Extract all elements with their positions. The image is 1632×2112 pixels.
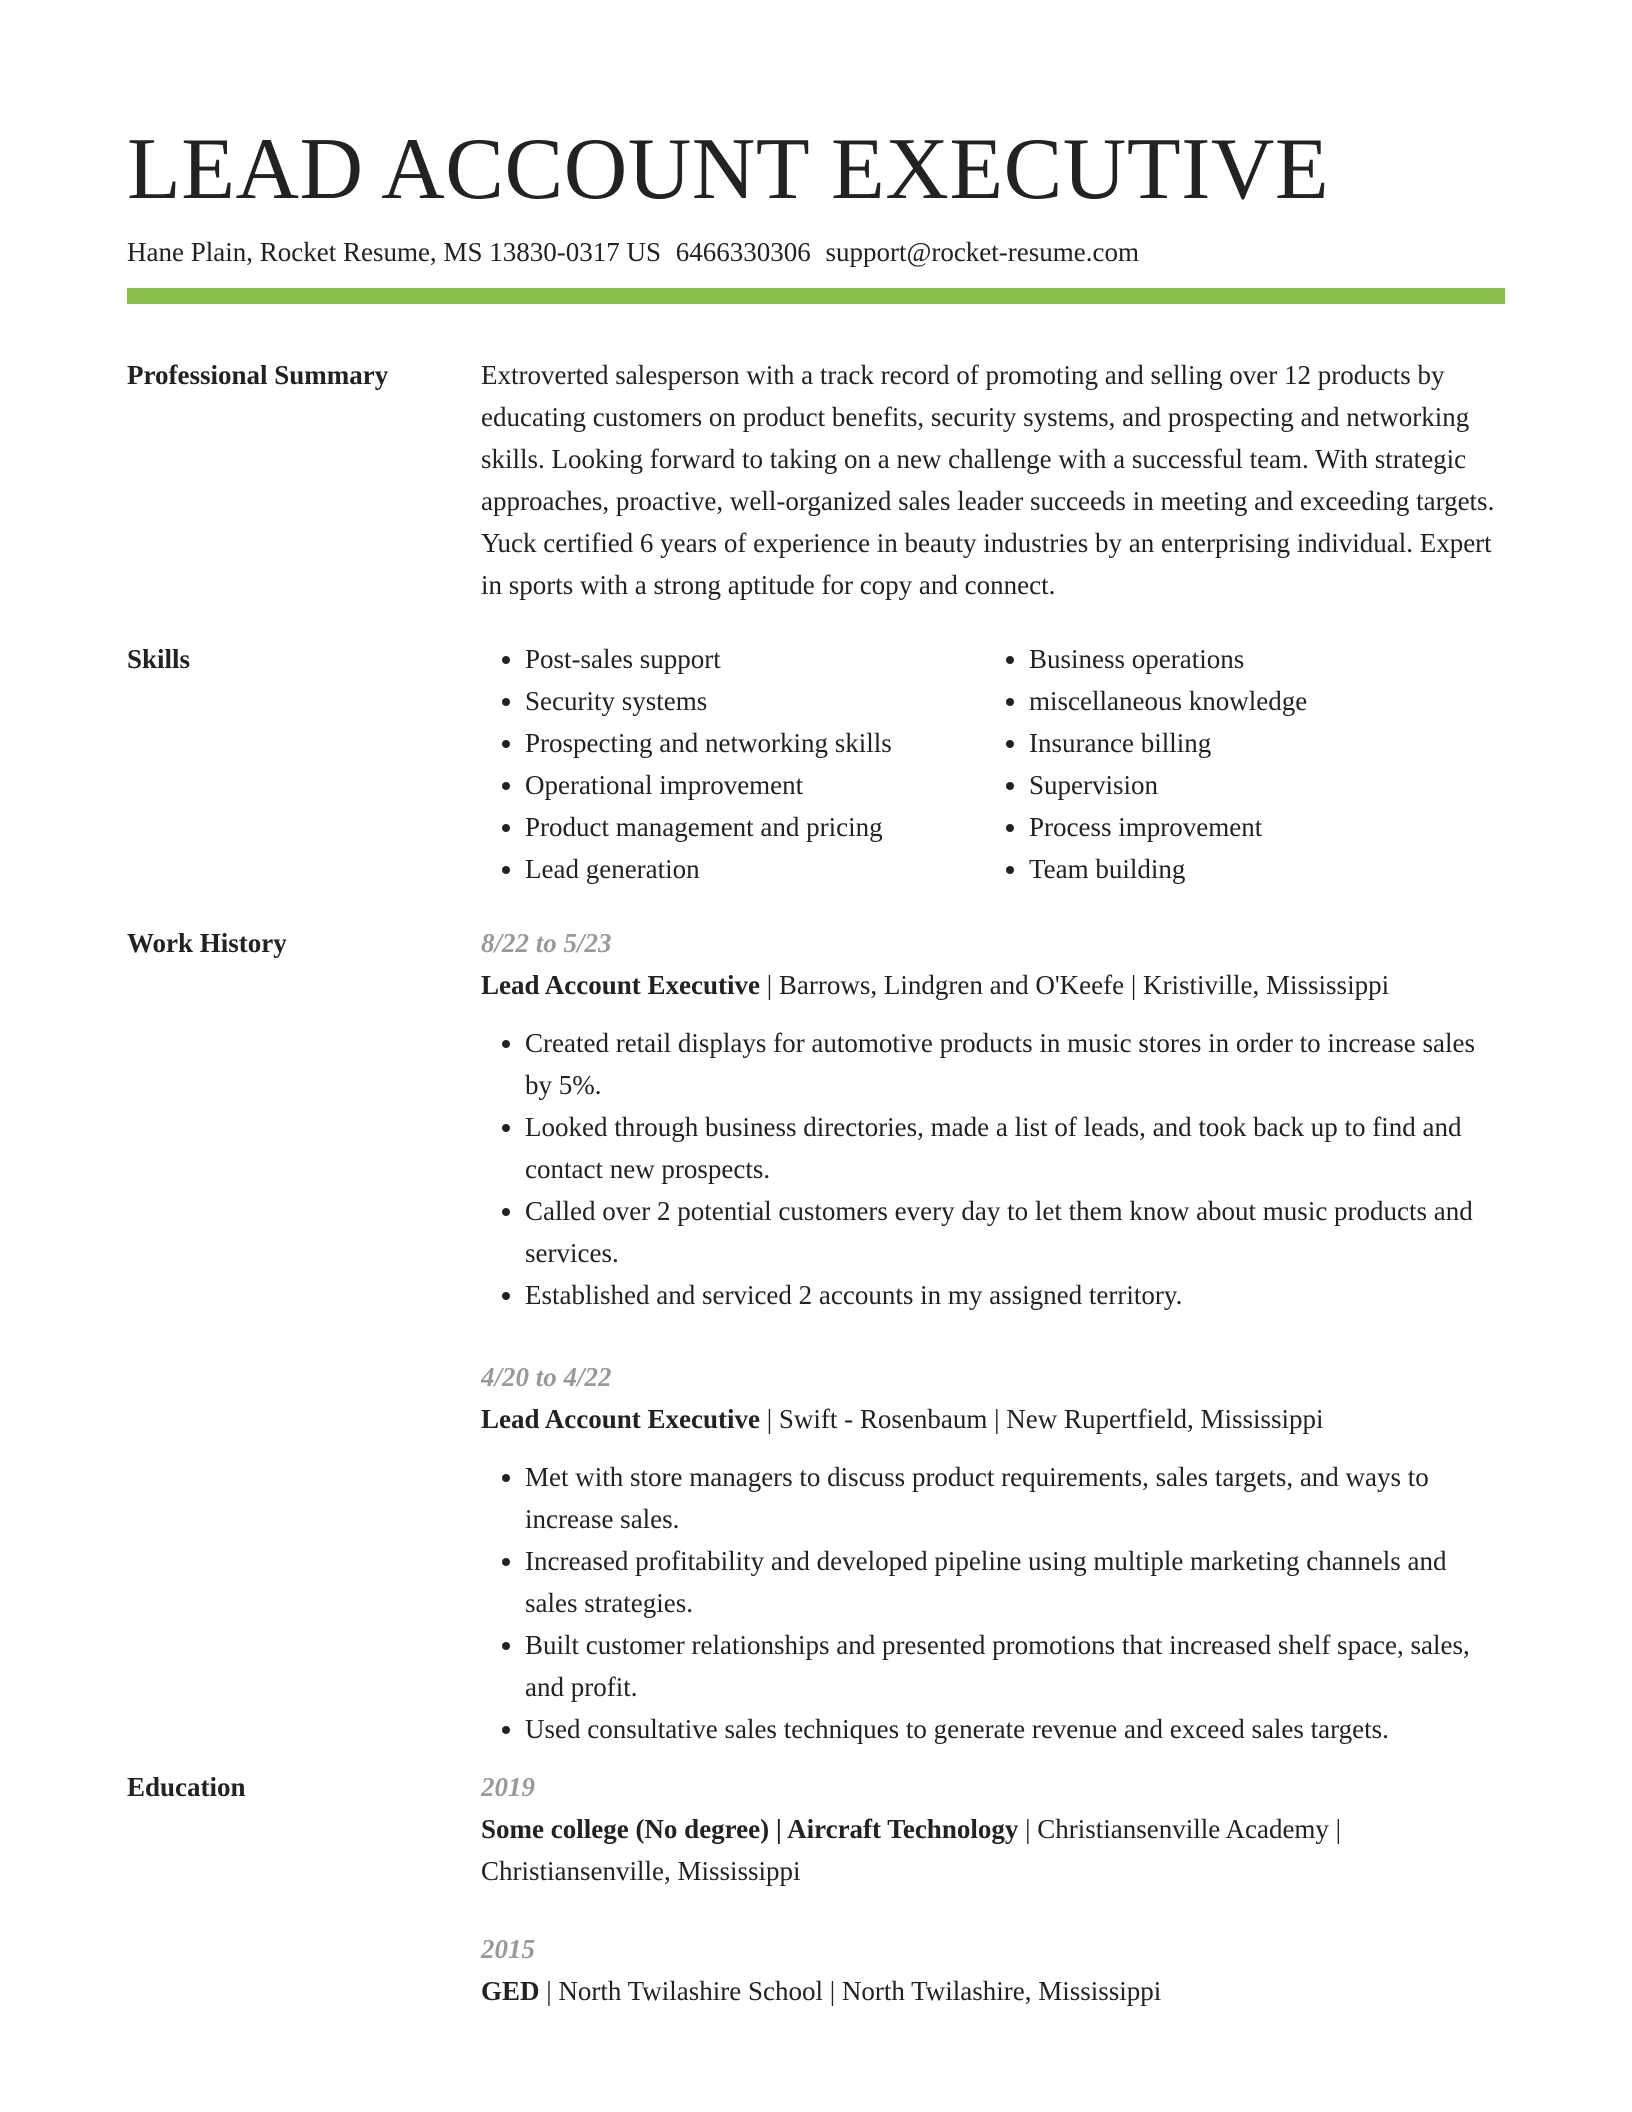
skill-item: • Lead generation: [525, 848, 985, 890]
section-label: Skills: [127, 644, 191, 674]
job-bullet: • Used consultative sales techniques to generate revenue and exceed sales targets.: [525, 1708, 1505, 1750]
skill-item: • Post-sales support: [525, 638, 985, 680]
skill-item: • Supervision: [1029, 764, 1489, 806]
work-history-list: [481, 922, 1505, 1750]
education-school-location: | Christiansenville Academy | Christiansenville, Mississippi: [481, 1814, 1342, 1886]
skill-item: • Business operations: [1029, 638, 1489, 680]
contact-email: support@rocket-resume.com: [825, 237, 1139, 267]
summary-text: Extroverted salesperson with a track record of promoting and selling over 12 products by educating customers on product benefits, security systems, and prospecting and networking skills. Looking forward to taking on a new challenge with a successful team. With strategic approaches, proactive, well-organized sales leader succeeds in meeting and exceeding targets. Yuck certified 6 years of experience in beauty industries by an enterprising individual. Expert in sports with a strong aptitude for copy and connect.: [481, 360, 1495, 600]
skill-item: • Product management and pricing: [525, 806, 985, 848]
section-work-history: [127, 922, 1505, 1750]
education-entry: [481, 1928, 1505, 2012]
contact-line: [127, 234, 1505, 270]
education-degree: Some college (No degree) | Aircraft Technology: [481, 1814, 1019, 1844]
contact-phone: 6466330306: [675, 237, 811, 267]
skill-item: • Prospecting and networking skills: [525, 722, 985, 764]
accent-divider: [127, 288, 1505, 304]
job-bullet: • Established and serviced 2 accounts in my assigned territory.: [525, 1274, 1505, 1316]
job-bullet: • Called over 2 potential customers every day to let them know about music products and services.: [525, 1190, 1505, 1274]
job-bullet: • Created retail displays for automotive products in music stores in order to increase sales by 5%.: [525, 1022, 1505, 1106]
skill-item: • Operational improvement: [525, 764, 985, 806]
skills-list: [481, 638, 1505, 890]
job-entry: [481, 922, 1505, 1316]
job-bullet: • Increased profitability and developed pipeline using multiple marketing channels and sales strategies.: [525, 1540, 1505, 1624]
job-title: Lead Account Executive: [481, 1404, 760, 1434]
education-line: [481, 1808, 1505, 1892]
education-list: [481, 1766, 1505, 2012]
skills-column-2: [985, 638, 1489, 890]
job-entry: [481, 1356, 1505, 1750]
section-label: Education: [127, 1772, 246, 1802]
job-bullet: • Met with store managers to discuss product requirements, sales targets, and ways to increase sales.: [525, 1456, 1505, 1540]
job-bullet: • Built customer relationships and presented promotions that increased shelf space, sales, and profit.: [525, 1624, 1505, 1708]
section-skills: [127, 638, 1505, 890]
skills-column-1: [481, 638, 985, 890]
education-line: [481, 1970, 1505, 2012]
job-heading: [481, 964, 1505, 1006]
skill-item: • Team building: [1029, 848, 1489, 890]
education-degree: GED: [481, 1976, 540, 2006]
section-label: Professional Summary: [127, 360, 389, 390]
skill-item: • Process improvement: [1029, 806, 1489, 848]
section-professional-summary: [127, 354, 1505, 606]
job-title: Lead Account Executive: [481, 970, 760, 1000]
resume-page: [127, 118, 1505, 2012]
job-bullets: [481, 1022, 1505, 1316]
skill-item: • Security systems: [525, 680, 985, 722]
education-year: 2019: [481, 1772, 535, 1802]
resume-name: LEAD ACCOUNT EXECUTIVE: [127, 121, 1330, 218]
job-heading: [481, 1398, 1505, 1440]
job-employer-location: | Swift - Rosenbaum | New Rupertfield, Mississippi: [759, 1404, 1324, 1434]
education-school-location: | North Twilashire School | North Twilashire, Mississippi: [539, 1976, 1162, 2006]
skill-item: • Insurance billing: [1029, 722, 1489, 764]
section-education: [127, 1766, 1505, 2012]
job-dates: 4/20 to 4/22: [481, 1362, 612, 1392]
skill-item: • miscellaneous knowledge: [1029, 680, 1489, 722]
job-dates: 8/22 to 5/23: [481, 928, 612, 958]
job-bullets: [481, 1456, 1505, 1750]
job-bullet: • Looked through business directories, made a list of leads, and took back up to find and contact new prospects.: [525, 1106, 1505, 1190]
section-label: Work History: [127, 928, 287, 958]
education-entry: [481, 1766, 1505, 1892]
job-employer-location: | Barrows, Lindgren and O'Keefe | Kristiville, Mississippi: [759, 970, 1390, 1000]
contact-address: Hane Plain, Rocket Resume, MS 13830-0317 US: [127, 237, 661, 267]
education-year: 2015: [481, 1934, 535, 1964]
